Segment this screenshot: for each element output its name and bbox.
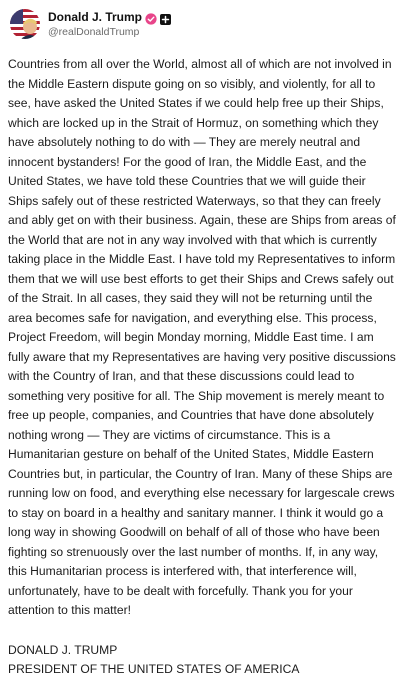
author-name-row (48, 10, 171, 24)
signature-title: PRESIDENT OF THE UNITED STATES OF AMERICA (8, 662, 300, 676)
post-signature (8, 641, 396, 680)
author-display-name[interactable]: Donald J. Trump (48, 9, 143, 24)
post-header (8, 6, 396, 42)
flag-avatar-icon[interactable] (10, 9, 40, 39)
author-handle[interactable]: @realDonaldTrump (48, 25, 140, 38)
signature-name: DONALD J. TRUMP (8, 642, 118, 657)
verified-badge-icon (145, 11, 157, 23)
post-body: Countries from all over the World, almost all of which are not involved in the Middle Eastern dispute going on so visibly, and violently, for all to see, have asked the United States if we could help free up their Ships, which are locked up in the Strait of Hormuz, on something which they have absolutely nothing to do with — They are merely neutral and innocent bystanders! For the good of Iran, the Middle East, and the United States, we have told these Countries that we will guide their Ships safely out of these restricted Waterways, so that they can freely and ably get on with their business. Again, these are Ships from areas of the World that are not in any way involved with that which is currently taking place in the Middle East. I have told my Representatives to inform them that we will use best efforts to get their Ships and Crews safely out of the Strait. In all cases, they said they will not be returning until the area becomes safe for navigation, and everything else. This process, Project Freedom, will begin Monday morning, Middle East time. I am fully aware that my Representatives are having very positive discussions with the Country of Iran, and that these discussions could lead to something very positive for all. The Ship movement is merely meant to free up people, companies, and Countries that have done absolutely nothing wrong — They are victims of circumstance. This is a Humanitarian gesture on behalf of the United States, Middle Eastern Countries but, in particular, the Country of Iran. Many of these Ships are running low on food, and everything else necessary for largescale crews to stay on board in a healthy and sanitary manner. I think it would go a long way in showing Goodwill on behalf of all of those who have been fighting so strenuously over the last number of months. If, in any way, this Humanitarian process is interfered with, that interference will, unfortunately, have to be dealt with forcefully. Thank you for your attention to this matter! (8, 57, 396, 617)
plus-badge-icon (160, 11, 171, 22)
author-names (48, 10, 171, 39)
